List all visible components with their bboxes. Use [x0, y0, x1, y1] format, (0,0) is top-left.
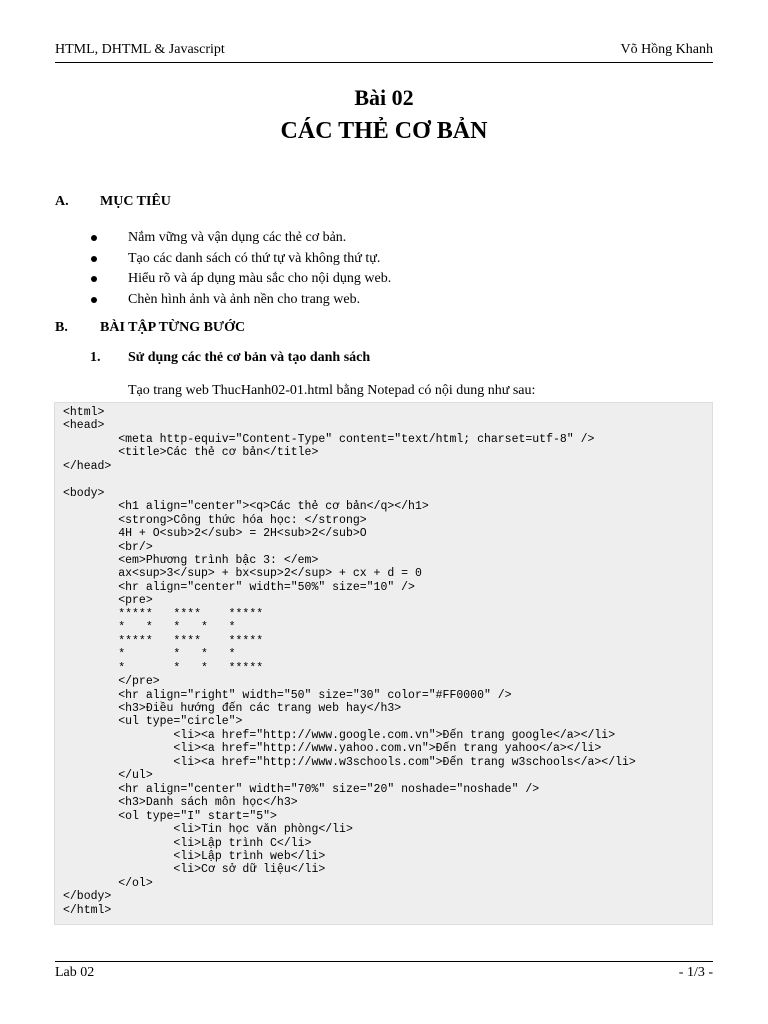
- step-1-intro: Tạo trang web ThucHanh02-01.html bằng Notepad có nội dung như sau:: [128, 383, 536, 398]
- code-line: <meta http-equiv="Content-Type" content="text/html; charset=utf-8" />: [63, 432, 595, 446]
- code-line: <li>Lập trình C</li>: [63, 836, 312, 850]
- code-line: <ul type="circle">: [63, 715, 243, 729]
- section-a-heading: [55, 194, 171, 210]
- lesson-number: Bài 02: [354, 85, 414, 110]
- code-line: <li>Cơ sở dữ liệu</li>: [63, 863, 326, 877]
- objectives-list: [88, 228, 391, 310]
- code-line: <h3>Điều hướng đến các trang web hay</h3>: [63, 701, 402, 715]
- footer-lab: Lab 02: [55, 965, 95, 980]
- code-line: <li><a href="http://www.yahoo.com.vn">Đến trang yahoo</a></li>: [63, 742, 602, 756]
- list-item: Tạo các danh sách có thứ tự và không thứ tự.: [88, 249, 391, 270]
- step-1-title: Sử dụng các thẻ cơ bản và tạo danh sách: [128, 350, 371, 365]
- code-line: <br/>: [63, 540, 153, 554]
- header-author: Võ Hồng Khanh: [620, 42, 713, 57]
- list-item: Chèn hình ảnh và ảnh nền cho trang web.: [88, 290, 391, 311]
- code-line: <head>: [63, 419, 105, 433]
- code-listing: [54, 402, 713, 925]
- code-line: </head>: [63, 459, 112, 473]
- code-line: * * * *****: [63, 661, 264, 675]
- header-course-title: HTML, DHTML & Javascript: [55, 42, 225, 57]
- footer-page-number: - 1/3 -: [678, 965, 713, 980]
- code-line: </body>: [63, 890, 112, 904]
- code-line: <pre>: [63, 594, 153, 608]
- code-line: * * * *: [63, 648, 236, 662]
- page-footer: [55, 961, 713, 984]
- lesson-title: CÁC THẺ CƠ BẢN: [280, 118, 488, 144]
- code-line: </ul>: [63, 769, 153, 783]
- list-item: Nắm vững và vận dụng các thẻ cơ bản.: [88, 228, 391, 249]
- code-line: <hr align="center" width="70%" size="20" noshade="noshade" />: [63, 782, 540, 796]
- code-line: <ol type="I" start="5">: [63, 809, 277, 823]
- code-line: <h3>Danh sách môn học</h3>: [63, 796, 298, 810]
- code-line: <title>Các thẻ cơ bản</title>: [63, 446, 319, 460]
- code-line: ***** **** *****: [63, 634, 264, 648]
- code-line: </pre>: [63, 675, 160, 689]
- section-a-mark: A.: [55, 194, 69, 209]
- section-b-title: BÀI TẬP TỪNG BƯỚC: [100, 320, 246, 335]
- section-b-mark: B.: [55, 320, 68, 335]
- code-line: </ol>: [63, 876, 153, 890]
- list-item: Hiểu rõ và áp dụng màu sắc cho nội dụng web.: [88, 269, 391, 290]
- code-line: ax<sup>3</sup> + bx<sup>2</sup> + cx + d = 0: [63, 567, 422, 581]
- step-1-heading: [90, 350, 370, 366]
- code-line: <li>Tin học văn phòng</li>: [63, 823, 353, 837]
- code-line: * * * * *: [63, 621, 236, 635]
- code-line: <strong>Công thức hóa học: </strong>: [63, 513, 367, 527]
- code-line: <h1 align="center"><q>Các thẻ cơ bản</q></h1>: [63, 500, 429, 514]
- code-line: <body>: [63, 486, 105, 500]
- code-line: </html>: [63, 903, 112, 917]
- code-line: ***** **** *****: [63, 607, 264, 621]
- code-line: <li><a href="http://www.google.com.vn">Đến trang google</a></li>: [63, 728, 616, 742]
- code-block: [55, 403, 712, 917]
- code-line: <hr align="right" width="50" size="30" color="#FF0000" />: [63, 688, 512, 702]
- code-line: <hr align="center" width="50%" size="10" />: [63, 580, 415, 594]
- code-line: <html>: [63, 406, 105, 419]
- page-header: [55, 42, 713, 63]
- code-line: <li><a href="http://www.w3schools.com">Đến trang w3schools</a></li>: [63, 755, 636, 769]
- code-line: 4H + O<sub>2</sub> = 2H<sub>2</sub>O: [63, 527, 367, 541]
- section-b-heading: [55, 320, 245, 336]
- code-line: <em>Phương trình bậc 3: </em>: [63, 553, 319, 567]
- code-line: <li>Lập trình web</li>: [63, 849, 326, 863]
- step-1-number: 1.: [90, 350, 101, 365]
- section-a-title: MỤC TIÊU: [100, 194, 171, 209]
